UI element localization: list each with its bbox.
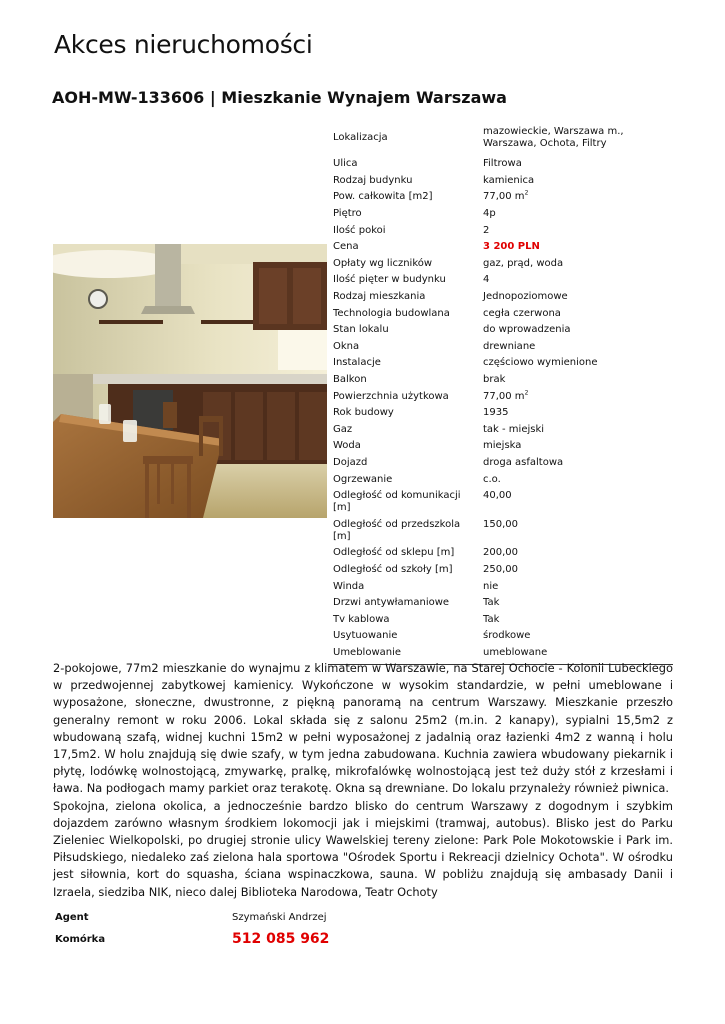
property-row: [328, 562, 673, 579]
property-value-text: Tak: [483, 613, 500, 625]
property-value: [478, 388, 673, 405]
property-value: [478, 355, 673, 372]
property-value-text: drewniane: [483, 340, 536, 352]
property-value-text: umeblowane: [483, 646, 548, 658]
property-value-text: do wprowadzenia: [483, 324, 571, 336]
property-value: [478, 595, 673, 612]
property-label: Usytuowanie: [333, 630, 398, 642]
property-row: [328, 455, 673, 472]
property-value: [478, 471, 673, 488]
property-row: [328, 272, 673, 289]
property-value: [478, 545, 673, 562]
property-value-text: 1935: [483, 407, 509, 419]
property-value: [478, 156, 673, 173]
property-value: [478, 189, 673, 206]
property-row: [328, 120, 673, 156]
property-label: Ulica: [333, 158, 358, 170]
property-row: [328, 339, 673, 356]
property-label: Piętro: [333, 208, 362, 220]
property-value-text: miejska: [483, 440, 522, 452]
property-value-text: 40,00: [483, 490, 512, 502]
property-label: Rodzaj mieszkania: [333, 291, 426, 303]
property-row: [328, 438, 673, 455]
property-value-text: kamienica: [483, 174, 535, 186]
property-label: Technologia budowlana: [333, 307, 450, 319]
property-value: [478, 438, 673, 455]
property-value-text: brak: [483, 374, 506, 386]
property-label: Rok budowy: [333, 407, 394, 419]
property-row: [328, 173, 673, 190]
property-row: [328, 289, 673, 306]
property-label: Pow. całkowita [m2]: [333, 191, 433, 203]
agent-label: Agent: [55, 911, 89, 923]
property-value: [478, 305, 673, 322]
property-row: [328, 222, 673, 239]
property-label: Winda: [333, 580, 365, 592]
property-value: [478, 455, 673, 472]
kitchen-photo-image: [53, 244, 327, 518]
property-row: [328, 578, 673, 595]
property-value-text: tak - miejski: [483, 423, 545, 435]
property-row: [328, 595, 673, 612]
property-value-text: 77,00 m: [483, 390, 525, 402]
property-label: Opłaty wg liczników: [333, 257, 433, 269]
property-value-text: Tak: [483, 597, 500, 609]
property-value: [478, 206, 673, 223]
agent-name: Szymański Andrzej: [232, 911, 327, 923]
property-label: Ogrzewanie: [333, 473, 393, 485]
phone-row: [53, 928, 453, 950]
contact-block: [53, 906, 453, 950]
property-value-text: 4: [483, 274, 490, 286]
property-label: Odległość od przedszkola [m]: [333, 518, 461, 542]
property-value-text: częściowo wymienione: [483, 357, 598, 369]
property-row: [328, 645, 673, 662]
property-row: [328, 189, 673, 206]
property-value: [478, 422, 673, 439]
property-label: Balkon: [333, 374, 367, 386]
property-label: Odległość od komunikacji [m]: [333, 490, 461, 514]
property-row: [328, 405, 673, 422]
property-row: [328, 305, 673, 322]
property-value: [478, 611, 673, 628]
property-value: [478, 562, 673, 579]
property-value-text: 4p: [483, 208, 496, 220]
property-value-text: 3 200 PLN: [483, 241, 540, 253]
property-row: [328, 628, 673, 645]
property-row: [328, 322, 673, 339]
property-row: [328, 256, 673, 273]
property-value-text: droga asfaltowa: [483, 456, 564, 468]
property-value: [478, 239, 673, 256]
property-row: [328, 388, 673, 405]
property-value: [478, 322, 673, 339]
property-value-text: środkowe: [483, 630, 531, 642]
property-value-text: 250,00: [483, 563, 518, 575]
property-row: [328, 422, 673, 439]
property-value: [478, 516, 673, 545]
property-row: [328, 206, 673, 223]
phone-label: Komórka: [55, 933, 106, 945]
property-value: [478, 222, 673, 239]
property-value-text: cegła czerwona: [483, 307, 561, 319]
property-row: [328, 239, 673, 256]
phone-number[interactable]: 512 085 962: [232, 931, 330, 947]
property-value-text: gaz, prąd, woda: [483, 257, 564, 269]
property-label: Cena: [333, 241, 359, 253]
property-value: [478, 405, 673, 422]
property-row: [328, 516, 673, 545]
property-label: Odległość od sklepu [m]: [333, 547, 455, 559]
property-label: Instalacje: [333, 357, 381, 369]
listing-title: AOH-MW-133606 | Mieszkanie Wynajem Warszawa: [52, 88, 507, 107]
property-value-text: Jednopoziomowe: [483, 291, 568, 303]
property-value: [478, 289, 673, 306]
property-value: [478, 628, 673, 645]
listing-description: [53, 660, 673, 901]
property-value: [478, 339, 673, 356]
property-value: [478, 272, 673, 289]
property-value: [478, 256, 673, 273]
property-row: [328, 611, 673, 628]
description-paragraph: 2-pokojowe, 77m2 mieszkanie do wynajmu z klimatem w Warszawie, na Starej Ochocie - Kolonii Lubeckiego w przedwojennej zabytkowej kamienicy. Wykończone w wysokim standardzie, w pełni umeblowane i wyposażone, słoneczne, dwustronne, z piękną panoramą na centrum Warszawy. Mieszkanie przeszło generalny remont w roku 2006. Lokal składa się z salonu 25m2 (m.in. 2 kanapy), sypialni 15,5m2 z wbudowaną szafą, widnej kuchni 15m2 w pełni wyposażonej z jadalnią oraz łazienki 4m2 z wanną i holu 17,5m2. W holu znajdują się dwie szafy, w tym jedna zabudowana. Kuchnia zawiera wbudowany piekarnik i płytę, lodówkę wolnostojącą, zmywarkę, pralkę, mikrofalówkę wolnostojącą jest też duży stół z krzesłami i ława. Na podłogach mamy parkiet oraz terakotę. Okna są drewniane. Do lokalu przynależy również piwnica.: [53, 661, 673, 796]
property-label: Tv kablowa: [333, 613, 390, 625]
property-value: [478, 578, 673, 595]
property-value-text: nie: [483, 580, 499, 592]
property-label: Drzwi antywłamaniowe: [333, 597, 450, 609]
property-value-text: mazowieckie, Warszawa m., Warszawa, Ochota, Filtry: [483, 126, 624, 149]
property-label: Rodzaj budynku: [333, 174, 413, 186]
property-row: [328, 372, 673, 389]
description-paragraph: Spokojna, zielona okolica, a jednocześnie bardzo blisko do centrum Warszawy z dogodnym i szybkim dojazdem zarówno własnym środkiem lokomocji jak i miejskimi (tramwaj, autobus). Blisko jest do Parku Zieleniec Wielkopolski, po drugiej stronie ulicy Wawelskiej tereny zielone: Park Pole Mokotowskie i Park im. Piłsudskiego, niedaleko zaś zielona hala sportowa "Ośrodek Sportu i Rekreacji dzielnicy Ochota". W ośrodku jest siłownia, kort do squasha, ściana wspinaczkowa, sauna. W pobliżu znajdują się ambasady Danii i Izraela, siedziba NIK, nieco dalej Biblioteka Narodowa, Teatr Ochoty: [53, 798, 673, 899]
property-label: Powierzchnia użytkowa: [333, 390, 449, 402]
property-row: [328, 545, 673, 562]
property-value: [478, 488, 673, 517]
property-label: Lokalizacja: [333, 132, 388, 143]
unit-superscript: 2: [524, 389, 529, 397]
property-row: [328, 355, 673, 372]
property-label: Umeblowanie: [333, 646, 402, 658]
property-value: [478, 120, 673, 156]
property-row: [328, 488, 673, 517]
property-label: Odległość od szkoły [m]: [333, 563, 453, 575]
property-value: [478, 645, 673, 662]
brand-name: Akces nieruchomości: [54, 30, 313, 59]
property-label: Okna: [333, 340, 360, 352]
property-table: [328, 120, 673, 661]
property-value-text: 2: [483, 224, 490, 236]
property-label: Stan lokalu: [333, 324, 389, 336]
unit-superscript: 2: [524, 190, 529, 198]
property-value-text: 200,00: [483, 547, 518, 559]
property-row: [328, 471, 673, 488]
property-value-text: Filtrowa: [483, 158, 522, 170]
property-details: [328, 120, 673, 665]
property-value: [478, 372, 673, 389]
property-value-text: c.o.: [483, 473, 501, 485]
kitchen-photo: [53, 244, 327, 518]
property-label: Woda: [333, 440, 361, 452]
property-row: [328, 156, 673, 173]
property-label: Ilość pięter w budynku: [333, 274, 446, 286]
property-value-text: 77,00 m: [483, 191, 525, 203]
property-label: Dojazd: [333, 456, 368, 468]
agent-row: [53, 906, 453, 928]
property-value-text: 150,00: [483, 518, 518, 530]
property-label: Ilość pokoi: [333, 224, 386, 236]
property-label: Gaz: [333, 423, 353, 435]
property-value: [478, 173, 673, 190]
